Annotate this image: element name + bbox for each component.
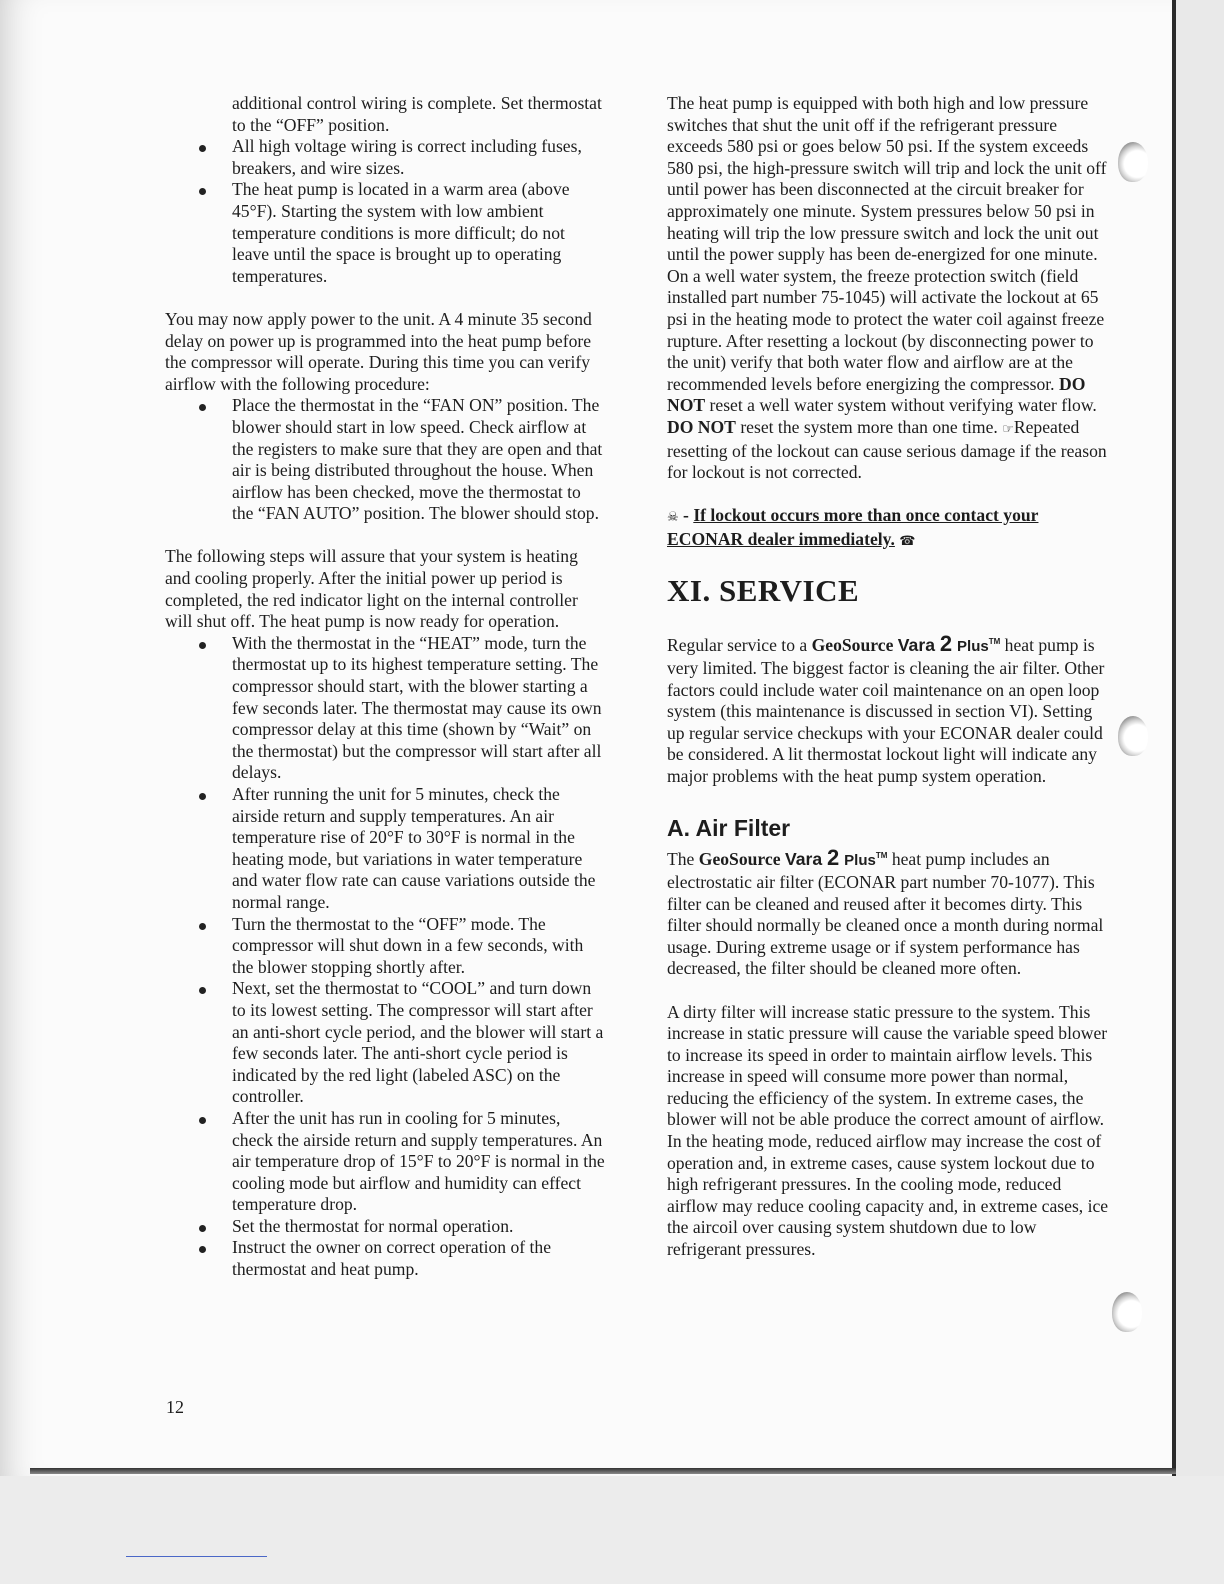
trademark-mark: TM — [875, 851, 888, 861]
bullet-icon — [199, 404, 206, 411]
list-item: Instruct the owner on correct operation of the thermostat and heat pump. — [165, 1237, 605, 1280]
pointing-hand-icon: ☞ — [1002, 421, 1014, 437]
bullet-icon — [199, 188, 206, 195]
brand-name: GeoSource — [811, 635, 894, 656]
brand-name: GeoSource — [698, 849, 781, 870]
checklist-2 — [165, 395, 605, 525]
right-column — [667, 93, 1113, 1261]
subsection-title: A. Air Filter — [667, 815, 791, 842]
trademark-mark: TM — [988, 637, 1001, 647]
air-filter-paragraph: The GeoSource Vara 2 Plus™ heat pump includes an electrostatic air filter (ECONAR part number 70-1077). This filter can be cleaned and reused after it becomes dirty. This filter should normally be cleaned once a month during normal usage. During extreme usage or if system performance has decreased, the filter should be cleaned more often. — [667, 845, 1104, 979]
binder-hole-bottom — [1112, 1292, 1142, 1332]
bullet-icon — [199, 642, 206, 649]
bullet-icon — [199, 987, 206, 994]
binder-hole-middle — [1118, 716, 1148, 756]
service-paragraph: Regular service to a GeoSource Vara 2 Plus™ heat pump is very limited. The biggest factor is cleaning the air filter. Other factors could include water coil maintenance on an open loop system (this maintenance is discussed in section VI). Setting up regular service checkups with your ECONAR dealer could be considered. A lit thermostat lockout light will indicate any major problems with the heat pump system operation. — [667, 631, 1105, 786]
checklist-1 — [165, 136, 605, 287]
page-number: 12 — [166, 1397, 184, 1417]
list-item: The heat pump is located in a warm area (above 45°F). Starting the system with low ambient temperature conditions is more difficult; do not leave until the space is brought up to operating temperatures. — [165, 179, 605, 287]
list-item: Next, set the thermostat to “COOL” and turn down to its lowest setting. The compressor will start after an anti-short cycle period, and the blower will start a few seconds later. The anti-short cycle period is indicated by the red light (labeled ASC) on the controller. — [165, 978, 605, 1108]
skull-icon: ☠ — [667, 510, 679, 526]
bullet-icon — [199, 793, 206, 800]
page-edge-right — [1172, 0, 1176, 1478]
product-name: Vara 2 Plus — [897, 631, 989, 657]
list-item: Place the thermostat in the “FAN ON” position. The blower should start in low speed. Check airflow at the registers to make sure that they are open and that air is being distributed throughout the house. When airflow has been checked, move the thermostat to the “FAN AUTO” position. The blower should stop. — [165, 395, 605, 525]
list-item: After the unit has run in cooling for 5 minutes, check the airside return and supply temperatures. An air temperature drop of 15°F to 20°F is normal in the cooling mode but airflow and humidity can effect temperature drop. — [165, 1108, 605, 1216]
lockout-warning: ☠ - If lockout occurs more than once contact your ECONAR dealer immediately. ☎ — [667, 505, 1039, 549]
bullet-icon — [199, 1246, 206, 1253]
page-bottom-edge — [30, 1468, 1176, 1474]
footnote-rule — [126, 1556, 267, 1557]
binder-hole-top — [1118, 142, 1148, 182]
scan-background — [0, 1476, 1224, 1584]
lockout-paragraph: The heat pump is equipped with both high and low pressure switches that shut the unit off if the refrigerant pressure exceeds 580 psi or goes below 50 psi. If the system exceeds 580 psi, the high-pressure switch will trip and lock the unit off until power has been disconnected at the circuit breaker for approximately one minute. System pressures below 50 psi in heating will trip the low pressure switch and lock the unit out until the power supply has been de-energized for one minute. On a well water system, the freeze protection switch (field installed part number 75-1045) will activate the lockout at 65 psi in the heating mode to protect the water coil against freeze rupture. After resetting a lockout (by disconnecting power to the unit) verify that both water flow and airflow are at the recommended levels before energizing the compressor. DO NOT reset a well water system without verifying water flow. DO NOT reset the system more than one time. ☞Repeated resetting of the lockout can cause serious damage if the reason for lockout is not corrected. — [667, 93, 1107, 483]
list-item: All high voltage wiring is correct including fuses, breakers, and wire sizes. — [165, 136, 605, 179]
section-title: XI. SERVICE — [667, 573, 860, 609]
bullet-icon — [199, 1117, 206, 1124]
product-name: Vara 2 Plus — [784, 845, 876, 871]
bullet-icon — [199, 145, 206, 152]
dirty-filter-paragraph: A dirty filter will increase static pressure to the system. This increase in static pressure will cause the variable speed blower to increase its speed in order to maintain airflow levels. This increase in speed will consume more power than normal, reducing the efficiency of the system. In extreme cases, the blower will not be able produce the correct amount of airflow. In the heating mode, reduced airflow may increase the cost of operation and, in extreme cases, cause system lockout due to high refrigerant pressures. In the cooling mode, reduced airflow may reduce cooling capacity and, in extreme cases, ice the aircoil over causing system shutdown due to low refrigerant pressures. — [667, 1001, 1109, 1260]
do-not-emphasis: DO NOT — [667, 373, 1086, 416]
continued-text: additional control wiring is complete. Set thermostat to the “OFF” position. — [232, 93, 602, 135]
paragraph-power-up: You may now apply power to the unit. A 4 minute 35 second delay on power up is programmed into the heat pump before the compressor will operate. During this time you can verify airflow with the following procedure: — [165, 308, 592, 394]
left-column — [165, 93, 605, 1281]
list-item: With the thermostat in the “HEAT” mode, turn the thermostat up to its highest temperature setting. The compressor should start, with the blower starting a few seconds later. The thermostat may cause its own compressor delay at this time (shown by “Wait” on the thermostat) but the compressor will start after all delays. — [165, 633, 605, 784]
telephone-icon: ☎ — [899, 533, 916, 549]
list-item: Set the thermostat for normal operation. — [165, 1216, 605, 1238]
list-item: Turn the thermostat to the “OFF” mode. The compressor will shut down in a few seconds, with the blower stopping shortly after. — [165, 914, 605, 979]
do-not-emphasis: DO NOT — [667, 416, 736, 437]
checklist-3 — [165, 633, 605, 1281]
list-item: After running the unit for 5 minutes, check the airside return and supply temperatures. An air temperature rise of 20°F to 30°F is normal in the heating mode, but variations in water temperature and water flow rate can cause variations outside the normal range. — [165, 784, 605, 914]
paragraph-steps: The following steps will assure that your system is heating and cooling properly. After the initial power up period is completed, the red indicator light on the internal controller will shut off. The heat pump is now ready for operation. — [165, 546, 578, 632]
bullet-icon — [199, 1225, 206, 1232]
bullet-icon — [199, 923, 206, 930]
